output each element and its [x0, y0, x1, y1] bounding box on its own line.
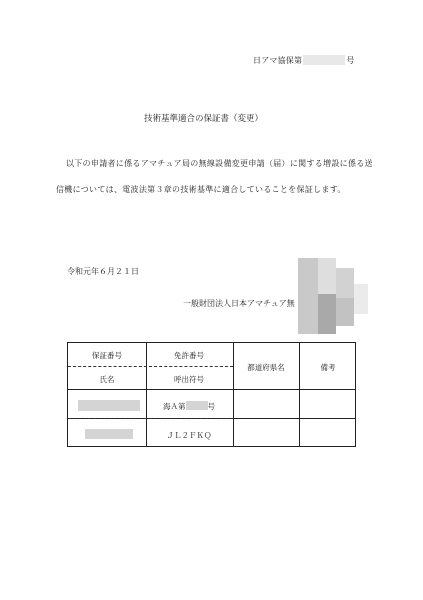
header-prefecture: 都道府県名 — [247, 363, 285, 372]
redacted-seal — [298, 258, 368, 334]
license-suffix: 号 — [207, 402, 215, 411]
header-name: 氏名 — [99, 375, 115, 384]
header-guarantee-number: 保証番号 — [92, 351, 122, 360]
document-date: 令和元年６月２１日 — [67, 267, 139, 276]
header-remarks: 備考 — [320, 363, 336, 372]
call-sign-value: ＪＬ２ＦＫＱ — [166, 431, 212, 440]
document-body: 以下の申請者に係るアマチュア局の無線設備変更申請（届）に関する増設に係る送信機については、電波法第３章の技術基準に適合していることを保証します。 — [56, 159, 373, 194]
issuer-name: 一般財団法人日本アマチュア無 — [183, 299, 295, 308]
redacted-number — [303, 55, 345, 65]
document-title: 技術基準適合の保証書（変更） — [144, 114, 264, 124]
license-prefix: 海Ａ第 — [163, 402, 186, 411]
document-number-suffix: 号 — [346, 56, 355, 65]
license-number-value — [163, 401, 215, 412]
header-license-number: 免許番号 — [174, 351, 204, 360]
redacted-name — [85, 429, 133, 439]
header-call-sign: 呼出符号 — [174, 375, 204, 384]
redacted-guarantee-number — [78, 400, 140, 411]
guarantee-table — [67, 342, 356, 447]
document-number — [253, 55, 354, 66]
document-number-prefix: 日アマ協保第 — [253, 56, 303, 65]
redacted-license-digits — [186, 401, 208, 410]
